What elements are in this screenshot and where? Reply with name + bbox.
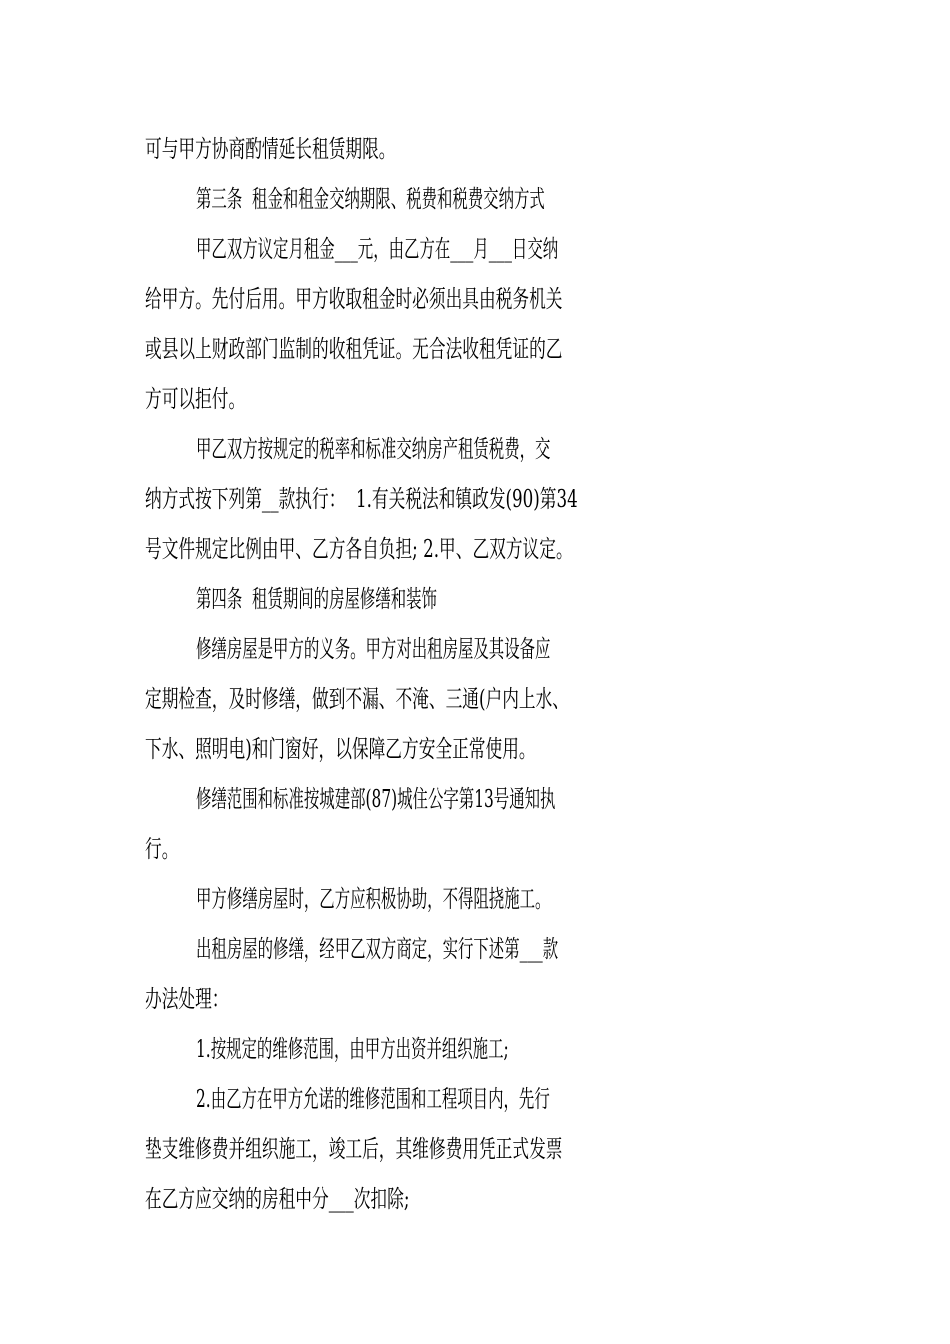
text-line-18: 办法处理： [145, 985, 229, 1013]
text-line-11: 修缮房屋是甲方的义务。甲方对出租房屋及其设备应 [196, 635, 551, 663]
text-line-7: 甲乙双方按规定的税率和标准交纳房产租赁税费，交 [196, 435, 551, 463]
text-line-22: 在乙方应交纳的房租中分___次扣除; [145, 1185, 410, 1213]
text-line-4: 给甲方。先付后用。甲方收取租金时必须出具由税务机关 [145, 285, 563, 313]
text-line-15: 行。 [145, 835, 179, 863]
text-line-13: 下水、照明电)和门窗好，以保障乙方安全正常使用。 [145, 735, 536, 763]
text-line-9: 号文件规定比例由甲、乙方各自负担; 2.甲、乙双方议定。 [145, 535, 573, 563]
text-line-8: 纳方式按下列第__款执行： 1.有关税法和镇政发(90)第34 [145, 485, 578, 513]
text-line-6: 方可以拒付。 [145, 385, 246, 413]
text-line-21: 垫支维修费并组织施工，竣工后，其维修费用凭正式发票 [145, 1135, 563, 1163]
text-line-12: 定期检查，及时修缮，做到不漏、不淹、三通(户内上水、 [145, 685, 569, 713]
article-heading-3: 第三条 租金和租金交纳期限、税费和税费交纳方式 [196, 185, 545, 213]
text-line-16: 甲方修缮房屋时，乙方应积极协助，不得阻挠施工。 [196, 885, 551, 913]
list-item-1: 1.按规定的维修范围，由甲方出资并组织施工; [196, 1035, 509, 1063]
text-line-14: 修缮范围和标准按城建部(87)城住公字第13号通知执 [196, 785, 556, 813]
text-line-3: 甲乙双方议定月租金___元，由乙方在___月___日交纳 [196, 235, 559, 263]
text-line-5: 或县以上财政部门监制的收租凭证。无合法收租凭证的乙 [145, 335, 563, 363]
text-line-17: 出租房屋的修缮，经甲乙双方商定，实行下述第___款 [196, 935, 559, 963]
list-item-2: 2.由乙方在甲方允诺的维修范围和工程项目内，先行 [196, 1085, 550, 1113]
article-heading-4: 第四条 租赁期间的房屋修缮和装饰 [196, 585, 437, 613]
text-line-1: 可与甲方协商酌情延长租赁期限。 [145, 135, 396, 163]
